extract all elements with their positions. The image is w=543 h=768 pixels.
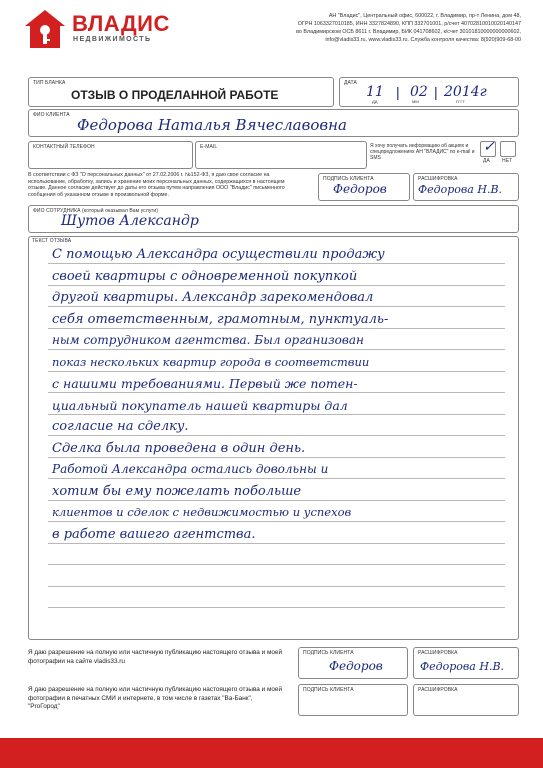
review-line: С помощью Александра осуществили продажу xyxy=(52,247,385,262)
ruled-line xyxy=(48,328,505,329)
email-field[interactable] xyxy=(195,141,367,169)
client-decode-label: РАСШИФРОВКА xyxy=(418,176,458,182)
review-text-label: ТЕКСТ ОТЗЫВА xyxy=(32,238,72,244)
company-info-line: info@vladis33.ru, www.vladis33.ru. Служба контроля качества: 8(920)909-68-00 xyxy=(325,37,521,43)
review-line: согласие на сделку. xyxy=(52,419,189,434)
ruled-line xyxy=(48,263,505,264)
date-label: ДАТА xyxy=(344,80,357,86)
promo-consent-text: Я хочу получать информацию об акциях и спецпредложениях АН "ВЛАДИС" по e-mail и SMS xyxy=(370,143,475,161)
house-key-icon xyxy=(24,9,66,49)
client-decode-value: Федорова Н.В. xyxy=(418,183,503,196)
permission-media-decode[interactable] xyxy=(413,684,519,716)
ruled-line xyxy=(48,586,505,587)
brand-subtitle: НЕДВИЖИМОСТЬ xyxy=(73,36,152,43)
client-name-label: ФИО КЛИЕНТА xyxy=(33,112,70,118)
checkmark-icon: ✓ xyxy=(483,139,495,155)
client-signature: Федоров xyxy=(333,182,387,196)
permission-media-decode-label: РАСШИФРОВКА xyxy=(418,687,458,693)
review-line: Работой Александра остались довольны и xyxy=(52,462,329,476)
client-name-value: Федорова Наталья Вячеславовна xyxy=(77,116,347,134)
logo xyxy=(24,9,174,49)
company-info-line: во Владимирском ОСБ 8611 г. Владимир, БИК 041708602, к/счет 30101810000000000602, xyxy=(296,29,521,35)
company-info-line: АН "Владис", Центральный офис, 600022, г. Владимир, пр-т Ленина, дом 48, xyxy=(328,13,521,19)
permission-media-text: Я даю разрешение на полную или частичную публикацию настоящего отзыва и моей фотографии в печатных СМИ и интернете, в том числе в газетах "Ва-Банк", "ProГород" xyxy=(28,686,283,710)
promo-no-label: НЕТ xyxy=(502,158,513,164)
review-line: в работе вашего агентства. xyxy=(52,526,256,542)
review-line: своей квартиры с одновременной покупкой xyxy=(52,268,358,284)
ruled-line xyxy=(48,414,505,415)
date-box xyxy=(339,77,519,107)
ruled-line xyxy=(48,285,505,286)
employee-name-value: Шутов Александр xyxy=(61,213,199,229)
phone-label: КОНТАКТНЫЙ ТЕЛЕФОН xyxy=(33,144,95,150)
ruled-line xyxy=(48,500,505,501)
company-info-line: ОГРН 1063327010185, ИНН 3327824890, КПП 332701001, р/счет 40702810010020140147 xyxy=(297,21,521,27)
ruled-line xyxy=(48,564,505,565)
form-type-box xyxy=(28,77,334,107)
client-signature-field[interactable] xyxy=(318,173,410,201)
email-label: E-MAIL xyxy=(200,144,218,150)
date-day: 11 xyxy=(366,84,384,100)
review-line: хотим бы ему пожелать побольше xyxy=(52,483,302,499)
promo-yes-label: ДА xyxy=(483,158,490,164)
ruled-line xyxy=(48,478,505,479)
ruled-line xyxy=(48,521,505,522)
permission-website-signature[interactable] xyxy=(298,647,408,679)
ruled-line xyxy=(48,306,505,307)
permission-website-signature-label: ПОДПИСЬ КЛИЕНТА xyxy=(303,650,354,656)
ruled-line xyxy=(48,371,505,372)
brand-name: ВЛАДИС xyxy=(72,11,170,36)
ruled-line xyxy=(48,392,505,393)
review-line: циальный покупатель нашей квартиры дал xyxy=(52,397,348,413)
phone-field[interactable] xyxy=(28,141,193,169)
permission-media-signature[interactable] xyxy=(298,684,408,716)
date-separator: | xyxy=(434,84,438,100)
form-type-label: ТИП БЛАНКА xyxy=(33,80,66,86)
ruled-line xyxy=(48,435,505,436)
client-name-field[interactable] xyxy=(28,109,519,137)
promo-no-checkbox[interactable] xyxy=(500,141,516,157)
form-title: ОТЗЫВ О ПРОДЕЛАННОЙ РАБОТЕ xyxy=(71,88,279,102)
review-line: с нашими требованиями. Первый же потен- xyxy=(52,376,358,391)
permission-website-decode-label: РАСШИФРОВКА xyxy=(418,650,458,656)
permission-website-decode[interactable] xyxy=(413,647,519,679)
date-yyyy-label: ГГГГ xyxy=(456,99,466,104)
ruled-line xyxy=(48,607,505,608)
review-line: другой квартиры. Александр зарекомендовал xyxy=(52,290,374,305)
date-year: 2014г xyxy=(444,84,487,100)
review-line: Сделка была проведена в один день. xyxy=(52,440,306,456)
personal-data-consent: В соответствии с ФЗ "О персональных данных" от 27.02.2006 г. №152-ФЗ, я даю свое согласие на использование, обработку, запись и хранение моих персональных данных, содержащихся в настоящем отзыве. Данное согласие действует до даты его отзыва путем направления ООО "Владис" письменного сообщения об указанном отзыве в произвольной форме. xyxy=(28,172,285,198)
ruled-line xyxy=(48,543,505,544)
date-month: 02 xyxy=(410,84,428,100)
employee-name-label: ФИО СОТРУДНИКА (который оказывал Вам услуги) xyxy=(33,208,159,214)
footer-band xyxy=(0,738,543,768)
review-line: клиентов и сделок с недвижимостью и успехов xyxy=(52,505,352,519)
permission-media-signature-label: ПОДПИСЬ КЛИЕНТА xyxy=(303,687,354,693)
employee-name-field[interactable] xyxy=(28,205,519,233)
permission-website-decode-value: Федорова Н.В. xyxy=(420,660,505,673)
date-separator: | xyxy=(396,84,400,100)
permission-website-signature-value: Федоров xyxy=(329,659,383,673)
promo-yes-checkbox[interactable] xyxy=(480,141,496,157)
review-line: себя ответственным, грамотным, пунктуаль- xyxy=(52,311,389,327)
review-line: ным сотрудником агентства. Был организован xyxy=(52,333,364,347)
company-info xyxy=(228,12,521,44)
date-dd-label: ДД xyxy=(372,99,378,104)
review-line: показ нескольких квартир города в соответствии xyxy=(52,354,370,369)
ruled-line xyxy=(48,457,505,458)
client-signature-label: ПОДПИСЬ КЛИЕНТА xyxy=(323,176,374,182)
date-mm-label: ММ xyxy=(412,99,419,104)
permission-website-text: Я даю разрешение на полную или частичную публикацию настоящего отзыва и моей фотографии на сайте vladis33.ru xyxy=(28,649,283,665)
client-decode-field[interactable] xyxy=(413,173,519,201)
ruled-line xyxy=(48,349,505,350)
